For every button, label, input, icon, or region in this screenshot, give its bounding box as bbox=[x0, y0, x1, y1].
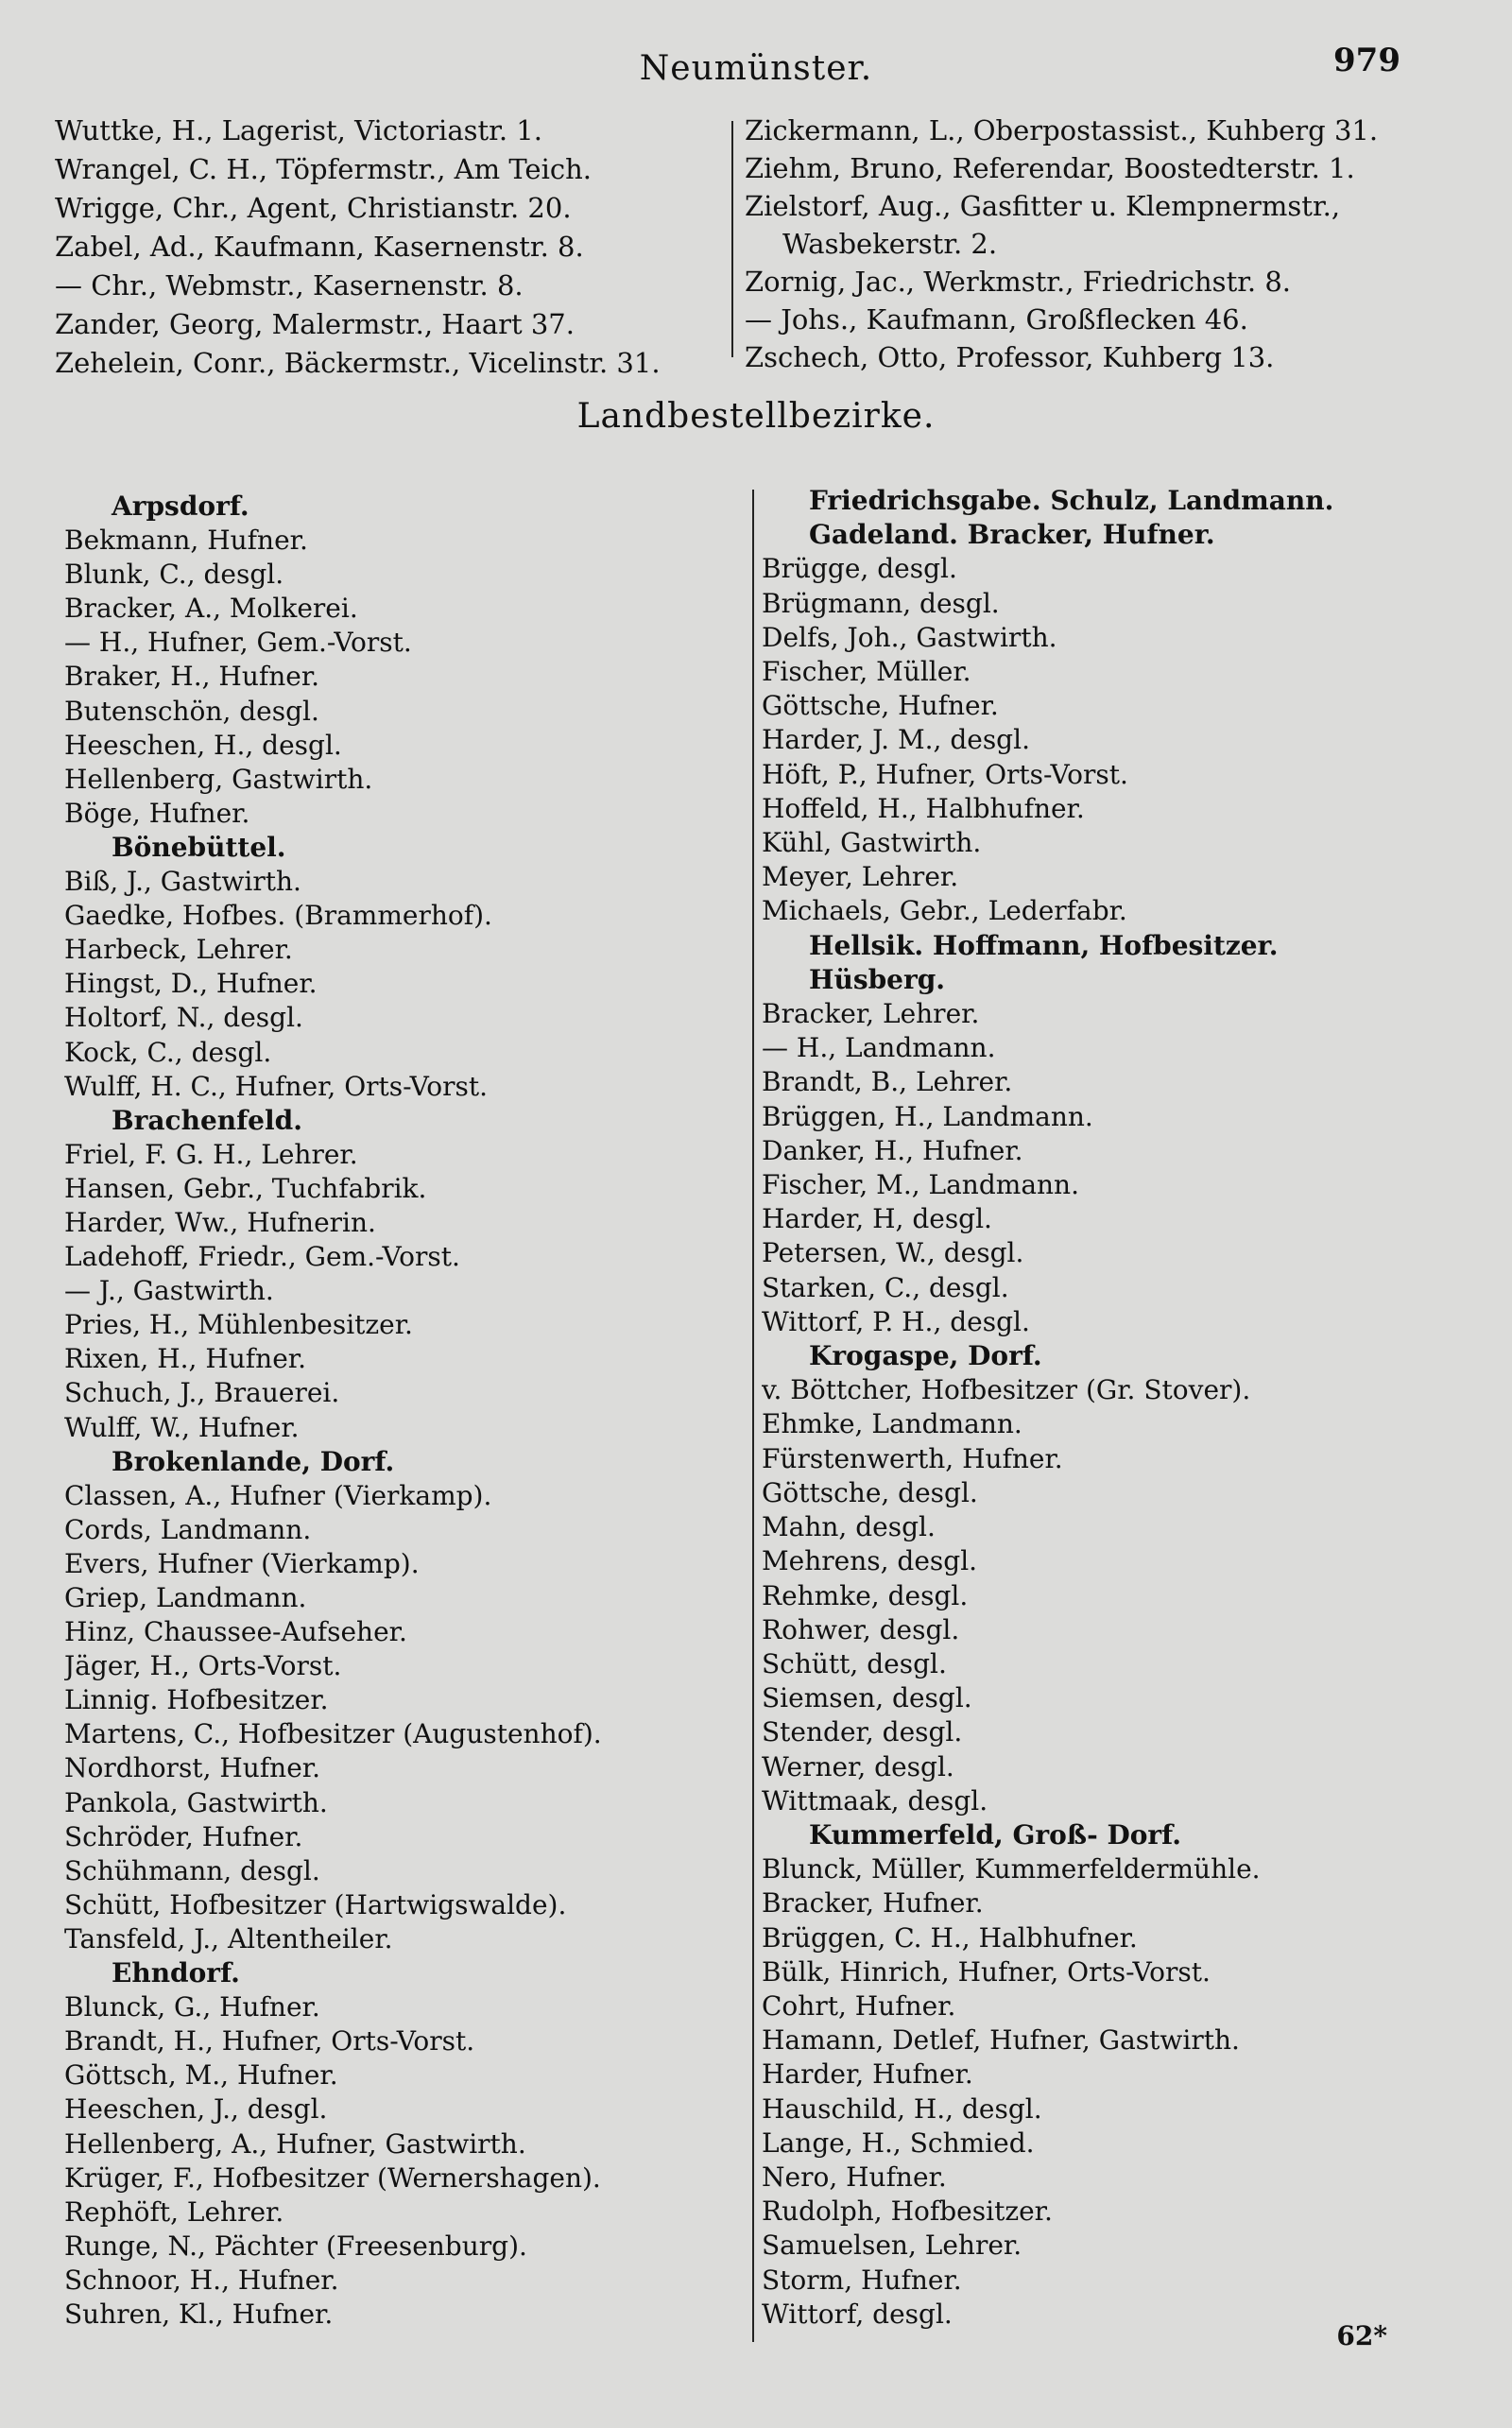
directory-entry: Harder, Ww., Hufnerin. bbox=[64, 1206, 376, 1238]
directory-entry: Brügmann, desgl. bbox=[762, 587, 1000, 619]
directory-entry: Gaedke, Hofbes. (Brammerhof). bbox=[64, 900, 492, 932]
directory-entry: Wittmaak, desgl. bbox=[762, 1784, 988, 1817]
directory-entry: Fischer, Müller. bbox=[762, 656, 971, 688]
directory-entry: Bracker, A., Molkerei. bbox=[64, 593, 358, 625]
directory-entry: Wulff, W., Hufner. bbox=[64, 1411, 300, 1443]
directory-entry: Blunck, G., Hufner. bbox=[64, 1991, 320, 2023]
directory-entry: Göttsch, M., Hufner. bbox=[64, 2059, 338, 2092]
directory-entry: Martens, C., Hofbesitzer (Augustenhof). bbox=[64, 1718, 602, 1750]
directory-entry: Hellenberg, Gastwirth. bbox=[64, 763, 373, 795]
directory-entry: Starken, C., desgl. bbox=[762, 1271, 1009, 1303]
directory-entry: Evers, Hufner (Vierkamp). bbox=[64, 1547, 420, 1579]
village-heading: Bönebüttel. bbox=[112, 831, 286, 863]
village-heading: Hellsik. Hoffmann, Hofbesitzer. bbox=[809, 929, 1279, 961]
directory-entry: Krüger, F., Hofbesitzer (Wernershagen). bbox=[64, 2161, 601, 2194]
directory-entry: Griep, Landmann. bbox=[64, 1582, 307, 1613]
directory-entry: Blunck, Müller, Kummerfeldermühle. bbox=[762, 1853, 1261, 1886]
directory-entry: Ladehoff, Friedr., Gem.-Vorst. bbox=[64, 1241, 460, 1273]
directory-entry: Michaels, Gebr., Lederfabr. bbox=[762, 895, 1127, 927]
directory-entry: Wulff, H. C., Hufner, Orts-Vorst. bbox=[64, 1070, 488, 1102]
right-column bbox=[762, 484, 1480, 2332]
directory-entry: Ziehm, Bruno, Referendar, Boostedterstr. 1. bbox=[745, 152, 1355, 184]
directory-entry: Samuelsen, Lehrer. bbox=[762, 2230, 1022, 2262]
directory-entry: Rixen, H., Hufner. bbox=[64, 1343, 306, 1375]
signature-mark: 62* bbox=[1336, 2320, 1387, 2351]
directory-entry: Hauschild, H., desgl. bbox=[762, 2092, 1042, 2125]
directory-entry: Zehelein, Conr., Bäckermstr., Vicelinstr. 31. bbox=[55, 347, 661, 379]
directory-entry: Linnig. Hofbesitzer. bbox=[64, 1684, 329, 1716]
directory-entry: Zschech, Otto, Professor, Kuhberg 13. bbox=[745, 341, 1275, 373]
directory-entry: Cohrt, Hufner. bbox=[762, 1989, 956, 2022]
directory-entry: Bracker, Hufner. bbox=[762, 1887, 984, 1920]
directory-entry: Tansfeld, J., Altentheiler. bbox=[64, 1922, 393, 1954]
village-heading: Ehndorf. bbox=[112, 1957, 240, 1989]
directory-entry: Brandt, H., Hufner, Orts-Vorst. bbox=[64, 2025, 475, 2058]
directory-entry: Harder, J. M., desgl. bbox=[762, 724, 1030, 756]
directory-entry: Ehmke, Landmann. bbox=[762, 1408, 1022, 1440]
directory-entry: Meyer, Lehrer. bbox=[762, 861, 959, 893]
directory-entry: Brügge, desgl. bbox=[762, 553, 957, 585]
directory-entry: Schütt, desgl. bbox=[762, 1647, 947, 1679]
directory-entry: Schühmann, desgl. bbox=[64, 1854, 320, 1886]
village-heading: Krogaspe, Dorf. bbox=[809, 1340, 1042, 1372]
directory-entry: Storm, Hufner. bbox=[762, 2264, 962, 2296]
village-heading: Kummerfeld, Groß- Dorf. bbox=[809, 1818, 1181, 1851]
directory-entry: Wittorf, desgl. bbox=[762, 2298, 953, 2330]
directory-entry: Böge, Hufner. bbox=[64, 797, 250, 829]
directory-entry: Siemsen, desgl. bbox=[762, 1682, 972, 1714]
directory-entry: Göttsche, Hufner. bbox=[762, 690, 999, 722]
directory-entry: Zickermann, L., Oberpostassist., Kuhberg 31. bbox=[745, 114, 1379, 146]
directory-entry: Rehmke, desgl. bbox=[762, 1579, 969, 1611]
column-divider-top bbox=[731, 121, 733, 357]
directory-entry: Zander, Georg, Malermstr., Haart 37. bbox=[55, 308, 575, 340]
directory-entry: — H., Hufner, Gem.-Vorst. bbox=[64, 627, 412, 659]
directory-entry: Wuttke, H., Lagerist, Victoriastr. 1. bbox=[55, 114, 542, 146]
village-heading: Friedrichsgabe. Schulz, Landmann. bbox=[809, 485, 1334, 516]
directory-entry: — H., Landmann. bbox=[762, 1032, 996, 1064]
directory-entry: Wrangel, C. H., Töpfermstr., Am Teich. bbox=[55, 153, 593, 185]
directory-entry: Zabel, Ad., Kaufmann, Kasernenstr. 8. bbox=[55, 231, 584, 263]
directory-entry: Wittorf, P. H., desgl. bbox=[762, 1305, 1030, 1337]
page-title: Neumünster. bbox=[639, 49, 873, 88]
directory-entry: Hinz, Chaussee-Aufseher. bbox=[64, 1616, 407, 1648]
directory-entry: — J., Gastwirth. bbox=[64, 1275, 274, 1307]
directory-entry: Werner, desgl. bbox=[762, 1750, 954, 1782]
directory-entry: Butenschön, desgl. bbox=[64, 695, 319, 727]
directory-entry: Mehrens, desgl. bbox=[762, 1545, 978, 1577]
directory-entry: Nero, Hufner. bbox=[762, 2161, 947, 2193]
top-left-entries bbox=[55, 112, 728, 383]
directory-entry: Petersen, W., desgl. bbox=[762, 1237, 1024, 1269]
directory-entry: Stender, desgl. bbox=[762, 1716, 963, 1748]
directory-entry: Harbeck, Lehrer. bbox=[64, 934, 293, 966]
directory-entry: Pries, H., Mühlenbesitzer. bbox=[64, 1309, 413, 1341]
directory-entry: Harder, H, desgl. bbox=[762, 1203, 992, 1235]
directory-entry: Brandt, B., Lehrer. bbox=[762, 1066, 1013, 1098]
directory-entry: Kock, C., desgl. bbox=[64, 1036, 272, 1068]
directory-entry: Wrigge, Chr., Agent, Christianstr. 20. bbox=[55, 192, 572, 224]
directory-entry: Brüggen, C. H., Halbhufner. bbox=[762, 1921, 1138, 1954]
directory-entry: Zielstorf, Aug., Gasfitter u. Klempnermstr., bbox=[745, 190, 1341, 222]
directory-entry: Kühl, Gastwirth. bbox=[762, 827, 982, 859]
top-right-entries bbox=[745, 112, 1463, 376]
directory-entry: Harder, Hufner. bbox=[762, 2058, 973, 2091]
directory-entry: Pankola, Gastwirth. bbox=[64, 1786, 328, 1818]
directory-entry: Cords, Landmann. bbox=[64, 1513, 312, 1545]
directory-entry: Heeschen, J., desgl. bbox=[64, 2093, 328, 2126]
village-heading: Brachenfeld. bbox=[112, 1104, 302, 1136]
directory-entry: Höft, P., Hufner, Orts-Vorst. bbox=[762, 758, 1128, 790]
directory-entry: Wasbekerstr. 2. bbox=[782, 228, 998, 260]
section-title: Landbestellbezirke. bbox=[576, 397, 936, 436]
village-heading: Hüsberg. bbox=[809, 963, 946, 995]
directory-entry: Rohwer, desgl. bbox=[762, 1613, 960, 1645]
directory-entry: Bracker, Lehrer. bbox=[762, 998, 980, 1030]
directory-entry: Fischer, M., Landmann. bbox=[762, 1169, 1079, 1201]
directory-entry: Rephöft, Lehrer. bbox=[64, 2196, 284, 2228]
directory-entry: Nordhorst, Hufner. bbox=[64, 1752, 320, 1784]
directory-entry: Danker, H., Hufner. bbox=[762, 1134, 1023, 1166]
village-heading: Gadeland. Bracker, Hufner. bbox=[809, 519, 1215, 551]
left-column bbox=[64, 490, 741, 2332]
directory-entry: v. Böttcher, Hofbesitzer (Gr. Stover). bbox=[762, 1374, 1251, 1406]
directory-entry: Biß, J., Gastwirth. bbox=[64, 866, 301, 898]
directory-entry: Schnoor, H., Hufner. bbox=[64, 2264, 339, 2296]
directory-entry: Hamann, Detlef, Hufner, Gastwirth. bbox=[762, 2024, 1240, 2057]
directory-entry: — Chr., Webmstr., Kasernenstr. 8. bbox=[55, 269, 524, 301]
directory-entry: Rudolph, Hofbesitzer. bbox=[762, 2196, 1053, 2228]
directory-entry: Braker, H., Hufner. bbox=[64, 661, 320, 693]
directory-entry: Friel, F. G. H., Lehrer. bbox=[64, 1138, 358, 1170]
directory-entry: Delfs, Joh., Gastwirth. bbox=[762, 621, 1057, 653]
directory-entry: Göttsche, desgl. bbox=[762, 1476, 978, 1508]
directory-entry: Classen, A., Hufner (Vierkamp). bbox=[64, 1479, 492, 1511]
directory-entry: Schuch, J., Brauerei. bbox=[64, 1377, 340, 1409]
directory-entry: Holtorf, N., desgl. bbox=[64, 1002, 303, 1034]
directory-entry: Hoffeld, H., Halbhufner. bbox=[762, 792, 1085, 824]
page-number: 979 bbox=[1333, 42, 1400, 79]
directory-entry: Zornig, Jac., Werkmstr., Friedrichstr. 8. bbox=[745, 266, 1292, 298]
directory-entry: Lange, H., Schmied. bbox=[762, 2127, 1035, 2159]
directory-entry: Suhren, Kl., Hufner. bbox=[64, 2298, 334, 2330]
directory-entry: Blunk, C., desgl. bbox=[64, 559, 284, 591]
village-heading: Arpsdorf. bbox=[112, 491, 249, 522]
directory-entry: Schröder, Hufner. bbox=[64, 1820, 303, 1852]
directory-entry: Bekmann, Hufner. bbox=[64, 525, 308, 557]
directory-entry: Hellenberg, A., Hufner, Gastwirth. bbox=[64, 2127, 526, 2160]
column-divider bbox=[752, 490, 754, 2342]
directory-entry: Bülk, Hinrich, Hufner, Orts-Vorst. bbox=[762, 1955, 1211, 1988]
directory-entry: Hingst, D., Hufner. bbox=[64, 968, 318, 1000]
directory-entry: Schütt, Hofbesitzer (Hartwigswalde). bbox=[64, 1888, 567, 1920]
directory-entry: Jäger, H., Orts-Vorst. bbox=[64, 1650, 342, 1682]
directory-entry: Fürstenwerth, Hufner. bbox=[762, 1442, 1063, 1474]
directory-entry: Runge, N., Pächter (Freesenburg). bbox=[64, 2230, 527, 2262]
directory-entry: Heeschen, H., desgl. bbox=[64, 729, 342, 761]
directory-entry: Brüggen, H., Landmann. bbox=[762, 1100, 1093, 1132]
village-heading: Brokenlande, Dorf. bbox=[112, 1445, 395, 1477]
directory-entry: Hansen, Gebr., Tuchfabrik. bbox=[64, 1172, 427, 1204]
directory-entry: Mahn, desgl. bbox=[762, 1511, 936, 1543]
directory-entry: — Johs., Kaufmann, Großflecken 46. bbox=[745, 303, 1248, 336]
